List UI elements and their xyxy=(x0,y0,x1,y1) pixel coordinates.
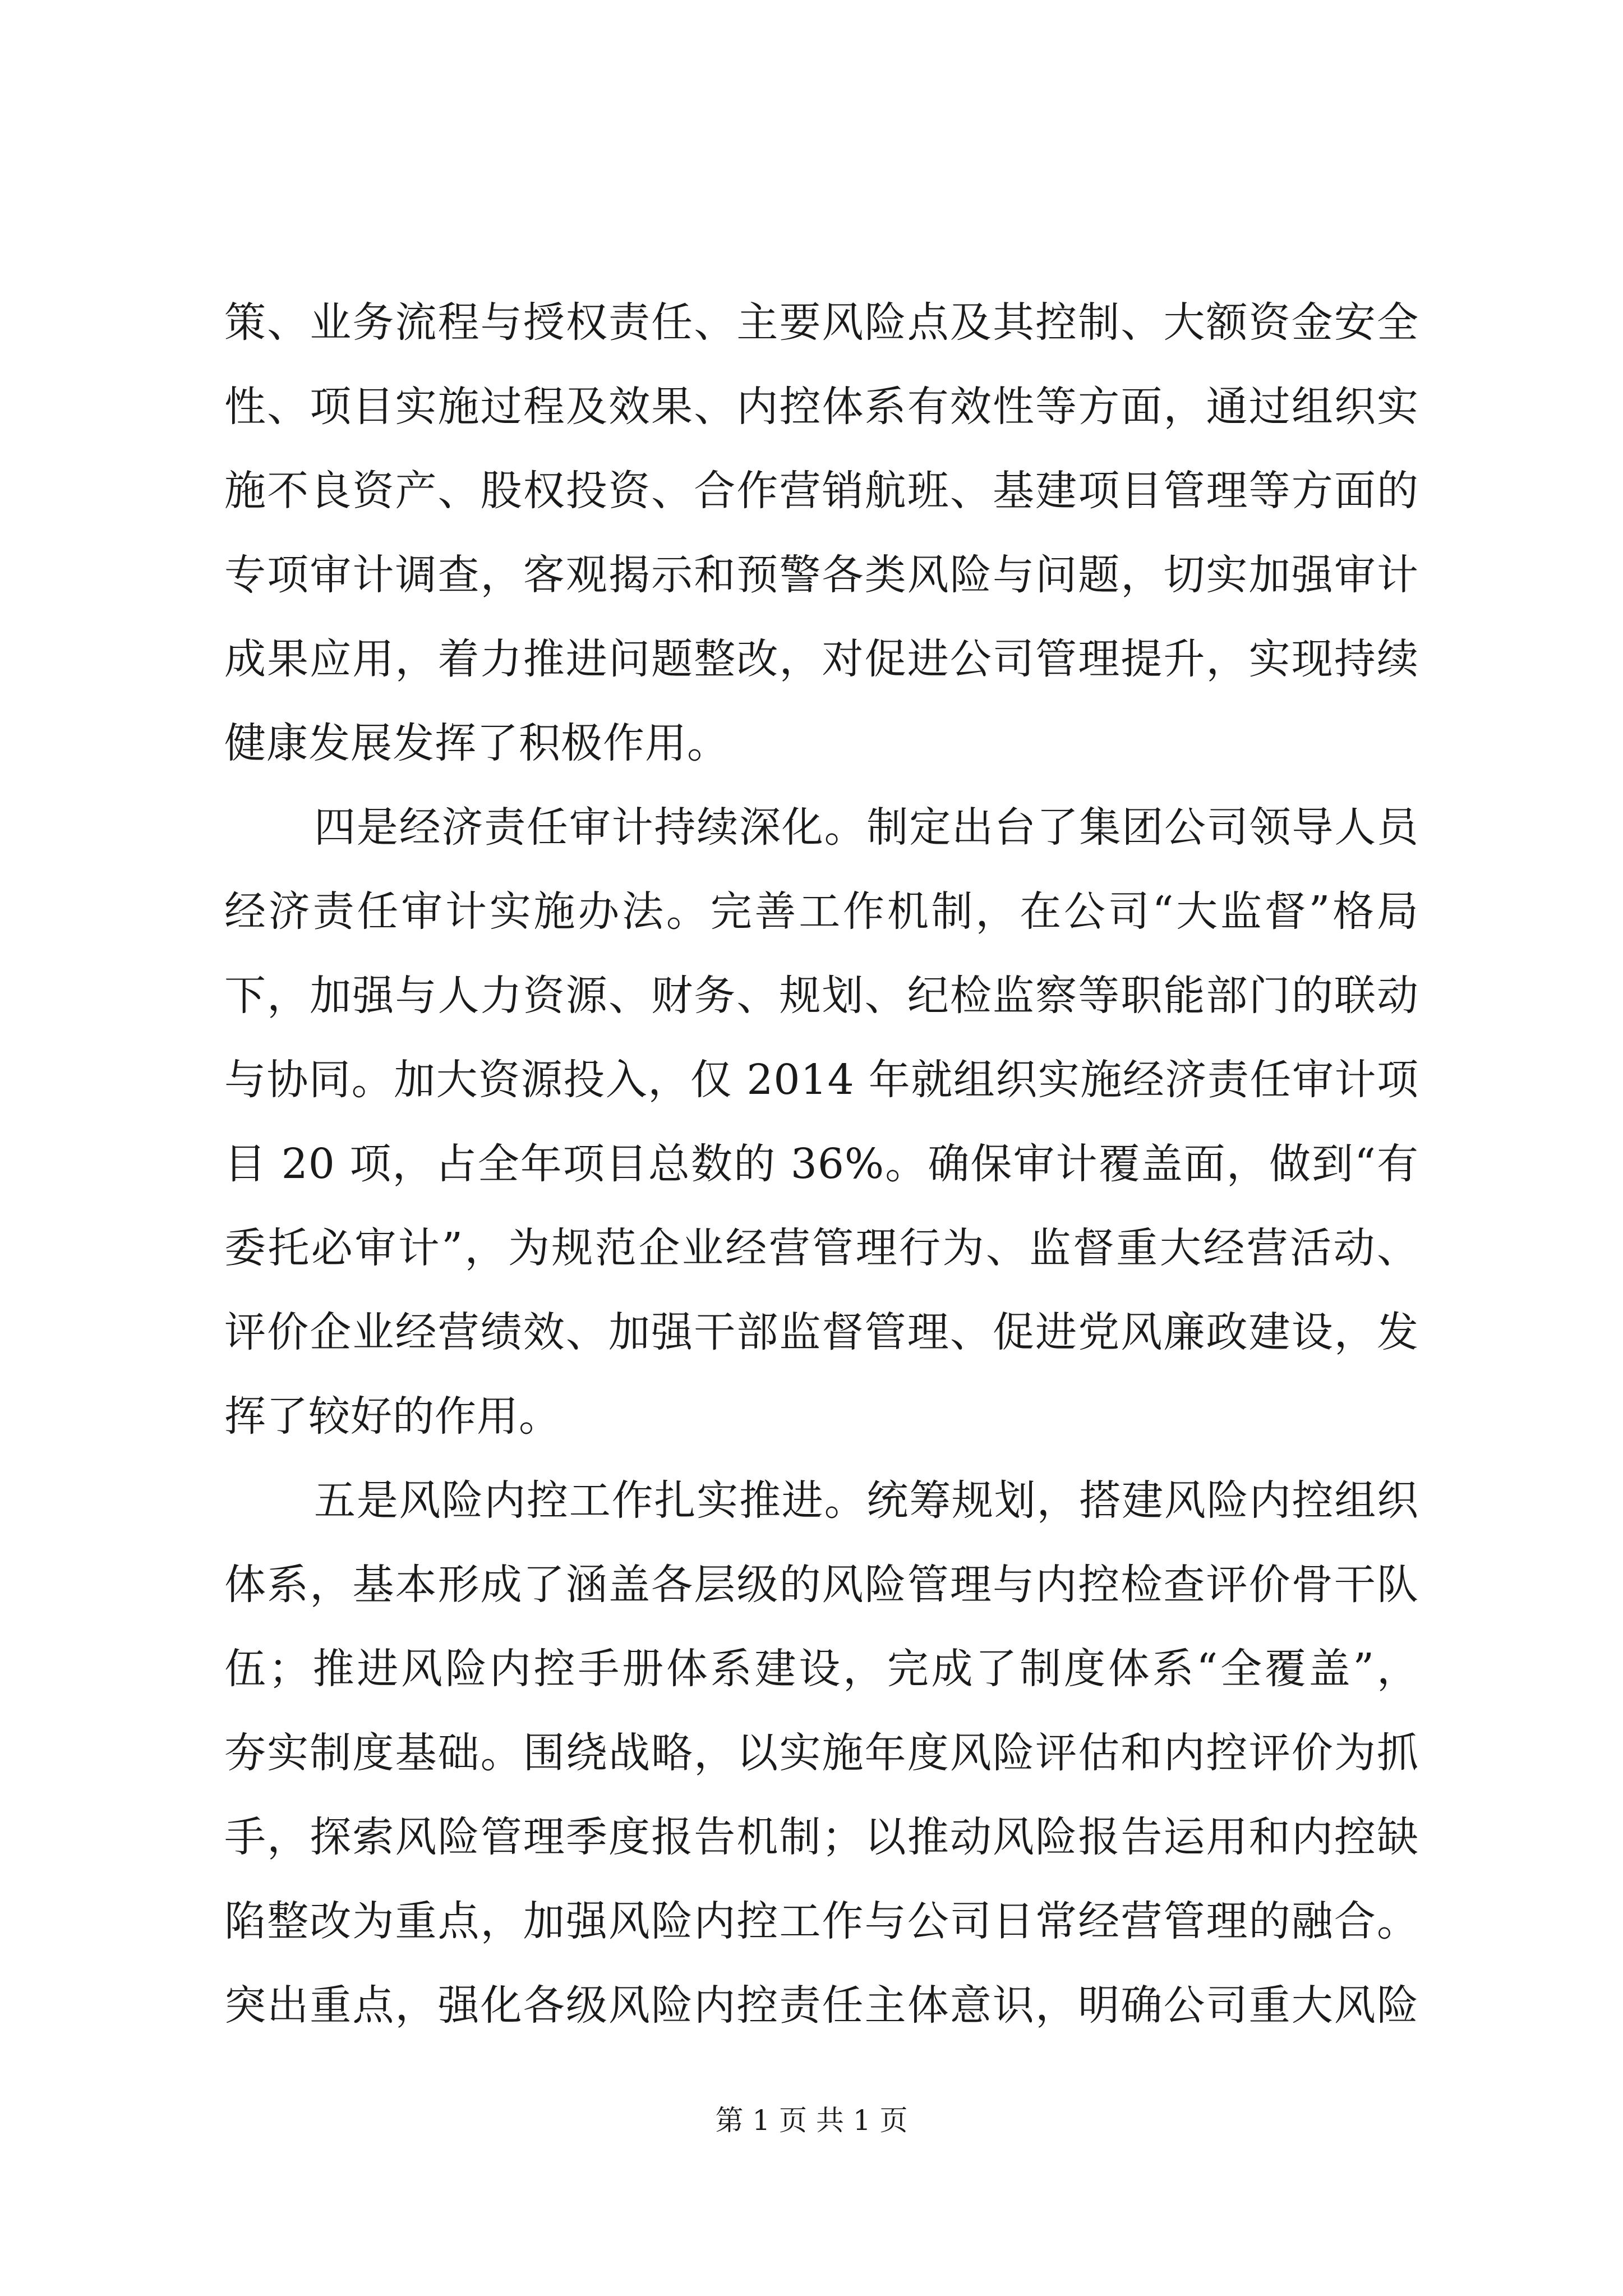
text-line: 下，加强与人力资源、财务、规划、纪检监察等职能部门的联动 xyxy=(224,972,1419,1020)
text-line: 健康发展发挥了积极作用。 xyxy=(224,719,729,767)
page-footer: 第 1 页 共 1 页 xyxy=(715,2104,908,2137)
text-line: 专项审计调查，客观揭示和预警各类风险与问题，切实加强审计 xyxy=(224,551,1419,599)
text-line: 成果应用，着力推进问题整改，对促进公司管理提升，实现持续 xyxy=(224,635,1419,683)
text-line: 体系，基本形成了涵盖各层级的风险管理与内控检查评价骨干队 xyxy=(224,1561,1419,1609)
paragraph-2 xyxy=(224,785,1419,1458)
text-line: 经济责任审计实施办法。完善工作机制，在公司“大监督”格局 xyxy=(224,887,1419,936)
paragraph-1 xyxy=(224,280,1419,785)
text-line: 陷整改为重点，加强风险内控工作与公司日常经营管理的融合。 xyxy=(224,1897,1419,1945)
text-line: 突出重点，强化各级风险内控责任主体意识，明确公司重大风险 xyxy=(224,1981,1419,2030)
document-body xyxy=(224,280,1419,2047)
text-line: 性、项目实施过程及效果、内控体系有效性等方面，通过组织实 xyxy=(224,383,1419,431)
text-line: 评价企业经营绩效、加强干部监督管理、促进党风廉政建设，发 xyxy=(224,1308,1419,1356)
text-line: 伍；推进风险内控手册体系建设，完成了制度体系“全覆盖”， xyxy=(224,1645,1419,1693)
text-line: 四是经济责任审计持续深化。制定出台了集团公司领导人员 xyxy=(314,803,1419,852)
text-line: 夯实制度基础。围绕战略，以实施年度风险评估和内控评价为抓 xyxy=(224,1729,1419,1777)
text-line: 挥了较好的作用。 xyxy=(224,1392,561,1441)
text-line: 策、业务流程与授权责任、主要风险点及其控制、大额资金安全 xyxy=(224,298,1419,347)
text-line: 委托必审计”，为规范企业经营管理行为、监督重大经营活动、 xyxy=(224,1224,1419,1272)
text-line: 五是风险内控工作扎实推进。统筹规划，搭建风险内控组织 xyxy=(314,1476,1419,1525)
text-line: 目 20 项，占全年项目总数的 36%。确保审计覆盖面，做到“有 xyxy=(224,1140,1419,1188)
text-line: 与协同。加大资源投入，仅 2014 年就组织实施经济责任审计项 xyxy=(224,1056,1419,1104)
paragraph-3 xyxy=(224,1458,1419,2047)
text-line: 手，探索风险管理季度报告机制；以推动风险报告运用和内控缺 xyxy=(224,1813,1419,1861)
text-line: 施不良资产、股权投资、合作营销航班、基建项目管理等方面的 xyxy=(224,467,1419,515)
